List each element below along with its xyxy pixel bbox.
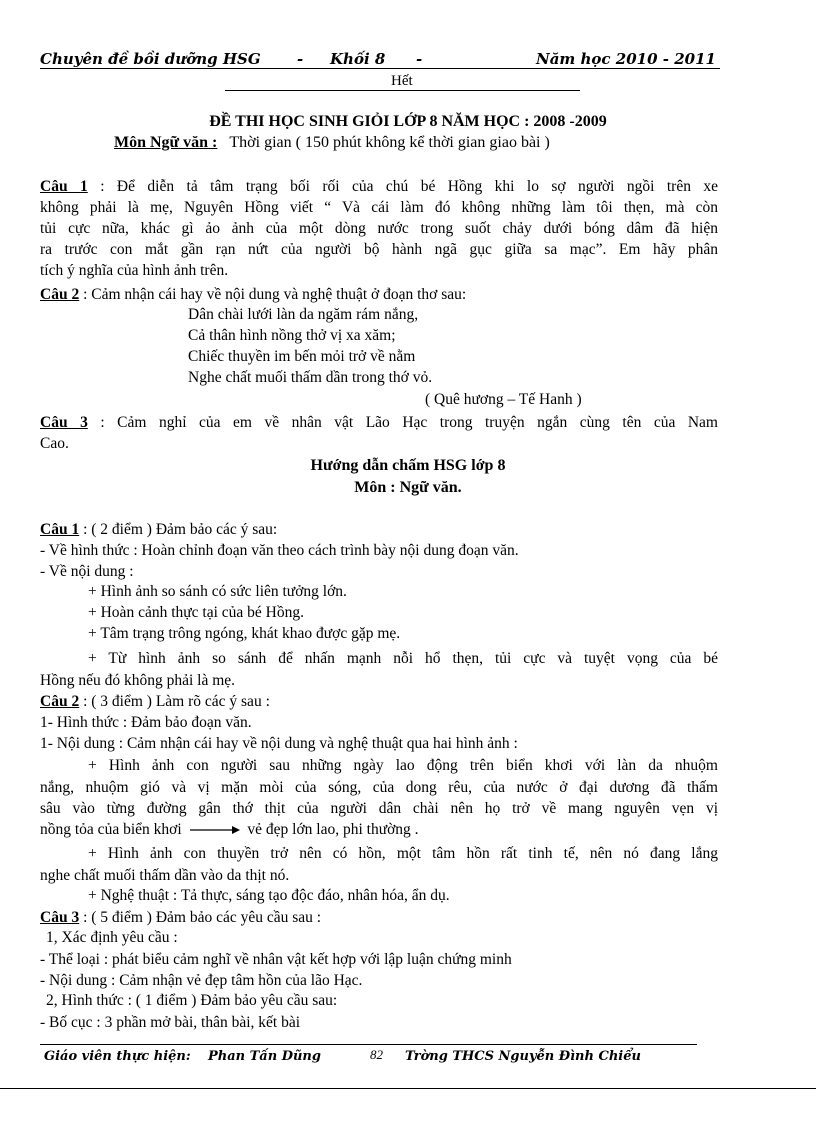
c1-label: Câu 1	[40, 521, 80, 538]
q1-label: Câu 1	[40, 178, 88, 195]
page-number: 82	[370, 1047, 383, 1062]
header-school-year: Năm học 2010 - 2011	[536, 50, 716, 68]
header-series: Chuyên đề bồi dưỡng HSG	[40, 50, 261, 68]
poem-source: ( Quê hương – Tế Hanh )	[425, 391, 582, 408]
q1-line-1: Câu 1 : Để diễn tả tâm trạng bối rối của chú bé Hồng khi lo sợ người ngồi trên xe	[40, 178, 719, 195]
header-separator: -	[416, 50, 423, 68]
footer-teacher-name: Phan Tấn Dũng	[208, 1049, 321, 1064]
q1-line-2: không phải là mẹ, Nguyên Hồng viết “ Và cái làm đó không những làm tôi thẹn, mà còn	[40, 199, 718, 216]
c1-line: - Về hình thức : Hoàn chỉnh đoạn văn theo cách trình bày nội dung đoạn văn.	[40, 542, 519, 559]
c3-line: 2, Hình thức : ( 1 điểm ) Đảm bảo yêu cầu sau:	[46, 992, 338, 1009]
c1-intro: Câu 1 : ( 2 điểm ) Đảm bảo các ý sau:	[40, 521, 278, 538]
page-bottom-rule	[0, 1088, 816, 1089]
c3-line: - Nội dung : Cảm nhận vẻ đẹp tâm hồn của lão Hạc.	[40, 972, 363, 989]
c1-line: - Về nội dung :	[40, 563, 134, 580]
c3-intro: Câu 3 : ( 5 điểm ) Đảm bảo các yêu cầu sau :	[40, 909, 322, 926]
end-rule	[225, 90, 580, 91]
c1-line: Hồng nếu đó không phải là mẹ.	[40, 672, 236, 689]
q2-label: Câu 2	[40, 286, 80, 303]
poem-line: Cả thân hình nồng thở vị xa xăm;	[188, 327, 396, 344]
poem-line: Chiếc thuyền im bến mỏi trở về nằm	[188, 348, 416, 365]
guide-title: Hướng dẫn chấm HSG lớp 8	[310, 457, 506, 474]
c2-bullet: + Nghệ thuật : Tả thực, sáng tạo độc đáo, nhân hóa, ẩn dụ.	[88, 887, 450, 904]
exam-subject-line	[114, 134, 550, 152]
c3-line: - Bố cục : 3 phần mở bài, thân bài, kết bài	[40, 1014, 301, 1031]
footer-school: Trờng THCS Nguyễn Đình Chiểu	[405, 1049, 641, 1064]
c2-line: nắng, nhuộm gió và vị mặn mòi của sóng, của dong rêu, của nước ở đại dương đã thấm	[40, 779, 718, 796]
c2-bullet: + Hình ảnh con người sau những ngày lao động trên biển khơi với làn da nhuộm	[88, 757, 718, 774]
footer-rule	[40, 1044, 697, 1045]
q3-line-1: Câu 3 : Cảm nghỉ của em về nhân vật Lão Hạc trong truyện ngắn cùng tên của Nam	[40, 414, 718, 431]
c1-bullet: + Từ hình ảnh so sánh để nhấn mạnh nỗi hổ thẹn, tủi cực và tuyệt vọng của bé	[88, 650, 718, 667]
footer-teacher-label: Giáo viên thực hiện:	[44, 1049, 191, 1064]
right-arrow-icon	[190, 824, 240, 836]
c2-bullet: + Hình ảnh con thuyền trở nên có hồn, một tâm hồn rất tinh tế, nên nó đang lắng	[88, 845, 718, 862]
header-rule	[40, 68, 720, 69]
poem-line: Dân chài lưới làn da ngăm rám nắng,	[188, 306, 419, 323]
c2-line: 1- Hình thức : Đảm bảo đoạn văn.	[40, 714, 252, 731]
header-grade: Khối 8	[330, 50, 386, 68]
c3-label: Câu 3	[40, 909, 80, 926]
c2-line-arrow: nồng tỏa của biển khơi vẻ đẹp lớn lao, phi thường .	[40, 821, 419, 838]
guide-subject: Môn : Ngữ văn.	[354, 479, 462, 496]
q3-line-2: Cao.	[40, 435, 69, 452]
c2-label: Câu 2	[40, 693, 80, 710]
c2-line: 1- Nội dung : Cảm nhận cái hay về nội dung và nghệ thuật qua hai hình ảnh :	[40, 735, 518, 752]
c2-intro: Câu 2 : ( 3 điểm ) Làm rõ các ý sau :	[40, 693, 270, 710]
c2-line: nghe chất muối thấm dần vào da thịt nó.	[40, 867, 290, 884]
c3-line: - Thể loại : phát biểu cảm nghĩ về nhân vật kết hợp với lập luận chứng minh	[40, 951, 512, 968]
poem-line: Nghe chất muối thấm dần trong thớ vỏ.	[188, 369, 433, 386]
c1-bullet: + Tâm trạng trông ngóng, khát khao được gặp mẹ.	[88, 625, 401, 642]
c2-line: sâu vào từng đường gân thớ thịt của người dân chài nên họ trở về mang nguyên vẹn vị	[40, 800, 718, 817]
c1-bullet: + Hoàn cảnh thực tại của bé Hồng.	[88, 604, 304, 621]
q1-line-4: ra trước con mắt gần rạn nứt của người bộ hành ngã gục giữa sa mạc”. Em hãy phân	[40, 241, 718, 258]
q2-intro: Câu 2 : Cảm nhận cái hay về nội dung và nghệ thuật ở đoạn thơ sau:	[40, 286, 467, 303]
exam-title: ĐỀ THI HỌC SINH GIỎI LỚP 8 NĂM HỌC : 2008 -2009	[209, 113, 607, 130]
exam-subject-label: Môn Ngữ văn :	[114, 134, 218, 151]
q3-label: Câu 3	[40, 414, 88, 431]
q1-line-5: tích ý nghĩa của hình ảnh trên.	[40, 262, 229, 279]
q1-line-3: tủi cực nữa, khác gì ảo ảnh của một dòng nước trong suốt chảy dưới bóng dâm đã hiện	[40, 220, 718, 237]
header-separator: -	[297, 50, 304, 68]
end-mark: Hết	[391, 73, 413, 89]
c1-bullet: + Hình ảnh so sánh có sức liên tưởng lớn.	[88, 583, 347, 600]
c3-line: 1, Xác định yêu cầu :	[46, 929, 178, 946]
exam-time: Thời gian ( 150 phút không kể thời gian giao bài )	[229, 134, 550, 151]
